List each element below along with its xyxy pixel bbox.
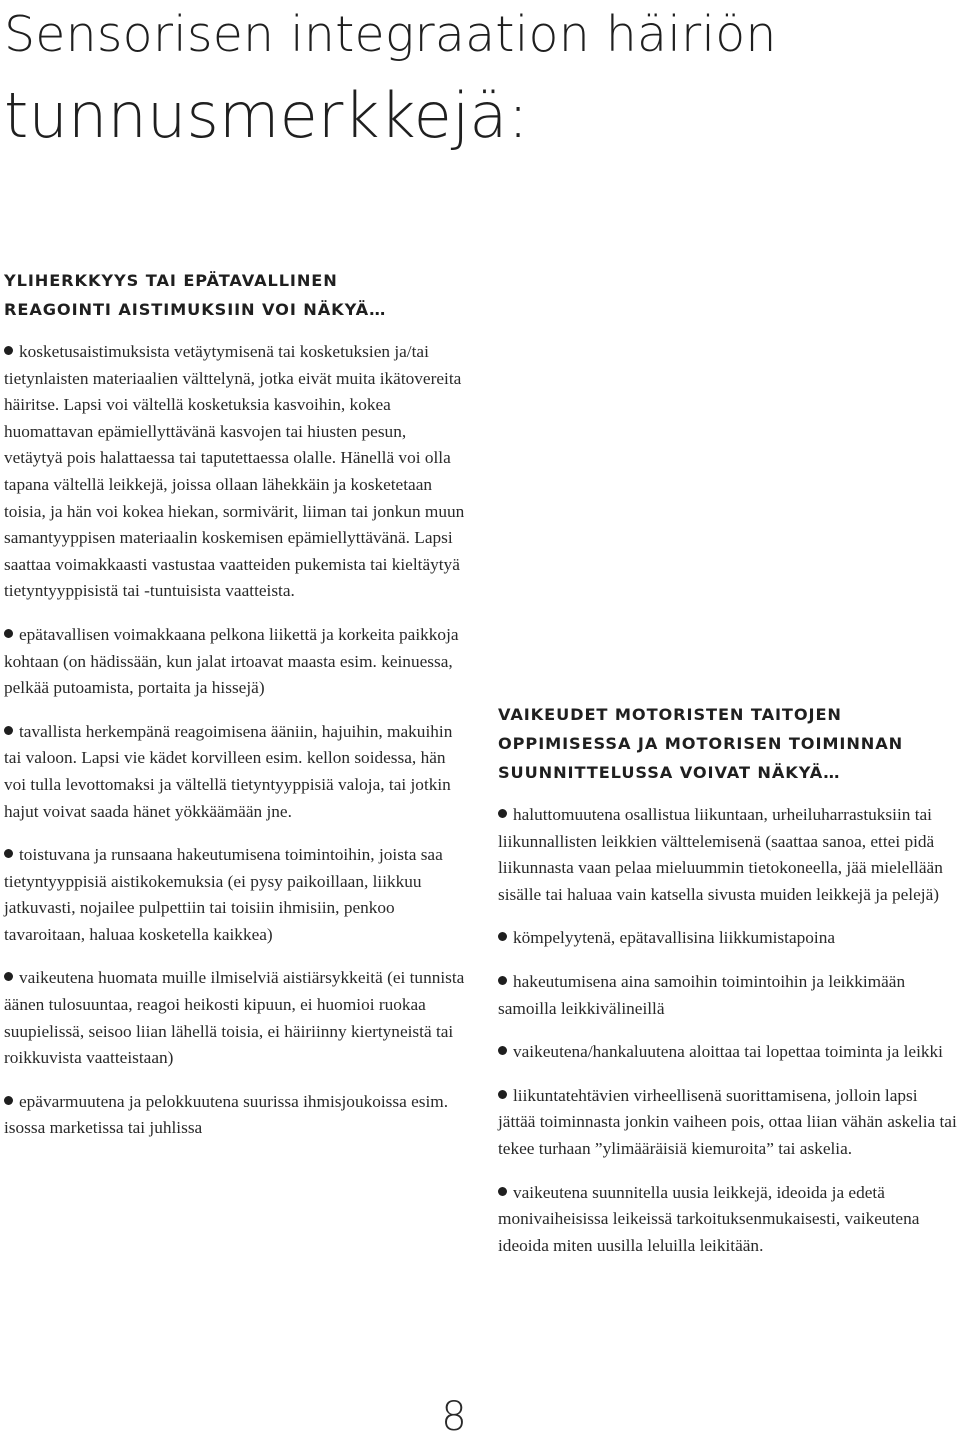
list-item: [4, 339, 466, 605]
page-title-line-2: tunnusmerkkejä:: [4, 79, 529, 152]
list-item-text: kömpelyytenä, epätavallisina liikkumistapoina: [513, 928, 836, 948]
list-item-text: vaikeutena huomata muille ilmiselviä aistiärsykkeitä (ei tunnista äänen tulosuuntaa, reagoi heikosti kipuun, ei huomioi ruokaa suupielissä, seisoo liian lähellä toisia, ei häiriinny kiertyneistä tai roikkuvista vaatteistaan): [4, 968, 465, 1068]
motor-skills-heading: [498, 700, 958, 787]
list-item-text: haluttomuutena osallistua liikuntaan, urheiluharrastuksiin tai liikunnallisten leikkien välttelemisenä (saattaa sanoa, ettei pidä liikunnasta vaan pelaa mieluummin tietokoneella, jää mielellään sisälle tai haluaa vain katsella sivusta muiden leikkejä ja pelejä): [498, 805, 943, 904]
list-item-text: tavallista herkempänä reagoimisena ääniin, hajuihin, makuihin tai valoon. Lapsi vie kädet korvilleen esim. kellon soidessa, hän voi tulla levottomaksi ja vältellä tietyntyyppisiä valoja, tai jotkin hajut voivat saada hänet yökkäämään jne.: [4, 721, 453, 821]
motor-skills-section: [498, 700, 958, 1276]
bullet-icon: [4, 629, 13, 638]
bullet-icon: [4, 849, 13, 858]
heading-line-2: OPPIMISESSA JA MOTORISEN TOIMINNAN: [498, 734, 904, 753]
list-item: [4, 965, 466, 1071]
hypersensitivity-section: [4, 266, 466, 1159]
list-item-text: kosketusaistimuksista vetäytymisenä tai kosketuksien ja/tai tietynlaisten materiaalien välttelynä, jotka eivät muita ikätovereita häiritse. Lapsi voi vältellä kosketuksia kasvoihin, kokea huomattavan epämiellyttävänä kasvojen tai hiusten pesun, vetäytyä pois halattaessa tai taputettaessa olalle. Hänellä voi olla tapana vältellä leikkejä, joissa ollaan lähekkäin ja kosketetaan toisia, ja hän voi kokea hiekan, sormivärit, liiman tai jonkun muun samantyyppisen materiaalin koskemisen epämiellyttävänä. Lapsi saattaa voimakkaasti vastustaa vaatteiden pukemista tai kieltäytyä tietyntyyppisistä tai -tuntuisista vaatteista.: [4, 342, 465, 601]
list-item: [498, 969, 958, 1022]
bullet-icon: [498, 976, 507, 985]
bullet-icon: [4, 1096, 13, 1105]
list-item: [498, 925, 958, 952]
list-item-text: epätavallisen voimakkaana pelkona liikettä ja korkeita paikkoja kohtaan (on hädissään, kun jalat irtoavat maasta esim. keinuessa, pelkää putoamista, portaita ja hissejä): [4, 624, 459, 698]
list-item-text: hakeutumisena aina samoihin toimintoihin ja leikkimään samoilla leikkivälineillä: [498, 971, 906, 1018]
list-item: [4, 1089, 466, 1142]
list-item: [498, 1039, 958, 1066]
page-number: 8: [441, 1394, 467, 1440]
heading-line-1: YLIHERKKYYS TAI EPÄTAVALLINEN: [4, 271, 338, 290]
bullet-icon: [498, 1090, 507, 1099]
list-item-text: liikuntatehtävien virheellisenä suorittamisena, jolloin lapsi jättää toiminnasta jonkin vaiheen pois, ottaa liian vähän askelia tai tekee turhaan ”ylimääräisiä kiemuroita” tai askelia.: [498, 1085, 957, 1158]
hypersensitivity-list: [4, 339, 466, 1142]
list-item: [498, 1083, 958, 1163]
list-item-text: vaikeutena suunnitella uusia leikkejä, ideoida ja edetä monivaiheisissa leikeissä tarkoituksenmukaisesti, vaikeutena ideoida miten uusilla leluilla leikitään.: [498, 1182, 920, 1255]
list-item: [4, 622, 466, 702]
bullet-icon: [498, 1187, 507, 1196]
bullet-icon: [498, 1046, 507, 1055]
motor-skills-list: [498, 802, 958, 1259]
page-title: [4, 0, 944, 162]
bullet-icon: [4, 972, 13, 981]
list-item-text: toistuvana ja runsaana hakeutumisena toimintoihin, joista saa tietyntyyppisiä aistikokemuksia (ei pysy paikoillaan, liikkuu jatkuvasti, nojailee pulpettiin tai toisiin ihmisiin, penkoo tavaroitaan, haluaa kosketella kaikkea): [4, 845, 443, 944]
hypersensitivity-heading: [4, 266, 466, 324]
page-title-line-1: Sensorisen integraation häiriön: [4, 6, 777, 63]
heading-line-2: REAGOINTI AISTIMUKSIIN VOI NÄKYÄ…: [4, 300, 387, 319]
list-item-text: vaikeutena/hankaluutena aloittaa tai lopettaa toiminta ja leikki: [513, 1042, 943, 1062]
heading-line-1: VAIKEUDET MOTORISTEN TAITOJEN: [498, 705, 842, 724]
list-item: [498, 802, 958, 908]
heading-line-3: SUUNNITTELUSSA VOIVAT NÄKYÄ…: [498, 763, 841, 782]
list-item: [4, 842, 466, 948]
bullet-icon: [4, 726, 13, 735]
bullet-icon: [498, 809, 507, 818]
bullet-icon: [498, 932, 507, 941]
list-item: [4, 719, 466, 825]
list-item: [498, 1180, 958, 1260]
bullet-icon: [4, 346, 13, 355]
list-item-text: epävarmuutena ja pelokkuutena suurissa ihmisjoukoissa esim. isossa marketissa tai juhlissa: [4, 1091, 449, 1138]
